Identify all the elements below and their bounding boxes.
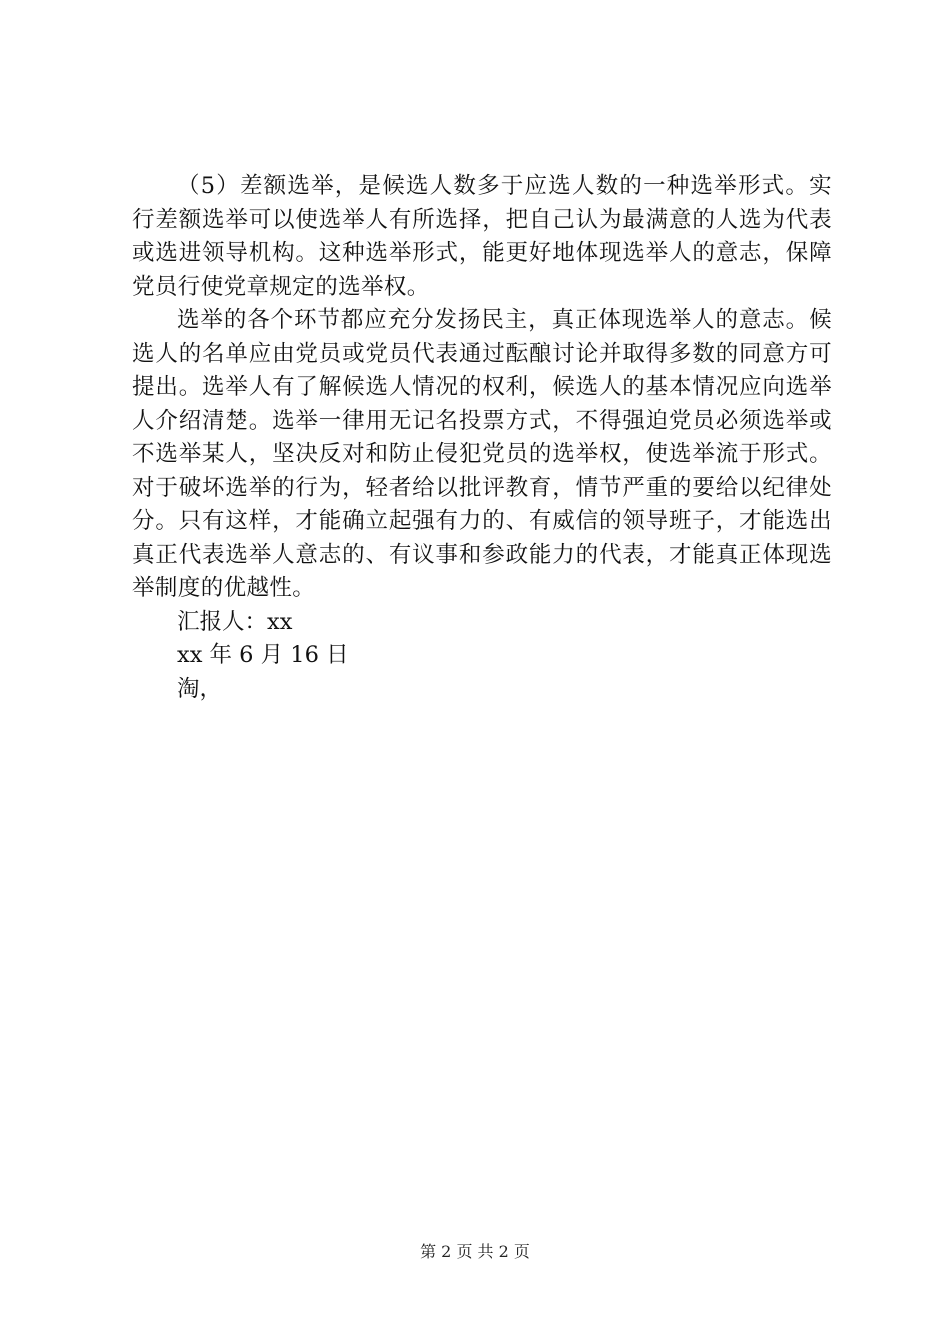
paragraph-differential-election: （5）差额选举，是候选人数多于应选人数的一种选举形式。实行差额选举可以使选举人有所选择，把自己认为最满意的人选为代表或选进领导机构。这种选举形式，能更好地体现选举人的意志，保障党员行使党章规定的选举权。: [132, 173, 832, 300]
date-line: xx 年 6 月 16 日: [177, 642, 349, 668]
page-footer: 第 2 页 共 2 页: [420, 1242, 530, 1261]
paragraph-election-democracy: 选举的各个环节都应充分发扬民主，真正体现选举人的意志。候选人的名单应由党员或党员代表通过酝酿讨论并取得多数的同意方可提出。选举人有了解候选人情况的权利，候选人的基本情况应向选举人介绍清楚。选举一律用无记名投票方式，不得强迫党员必须选举或不选举某人，坚决反对和防止侵犯党员的选举权，使选举流于形式。对于破坏选举的行为，轻者给以批评教育，情节严重的要给以纪律处分。只有这样，才能确立起强有力的、有威信的领导班子，才能选出真正代表选举人意志的、有议事和参政能力的代表，才能真正体现选举制度的优越性。: [132, 307, 832, 601]
document-body: [132, 170, 832, 706]
trailing-text: 淘，: [177, 675, 223, 702]
reporter-line: 汇报人：xx: [177, 608, 293, 635]
